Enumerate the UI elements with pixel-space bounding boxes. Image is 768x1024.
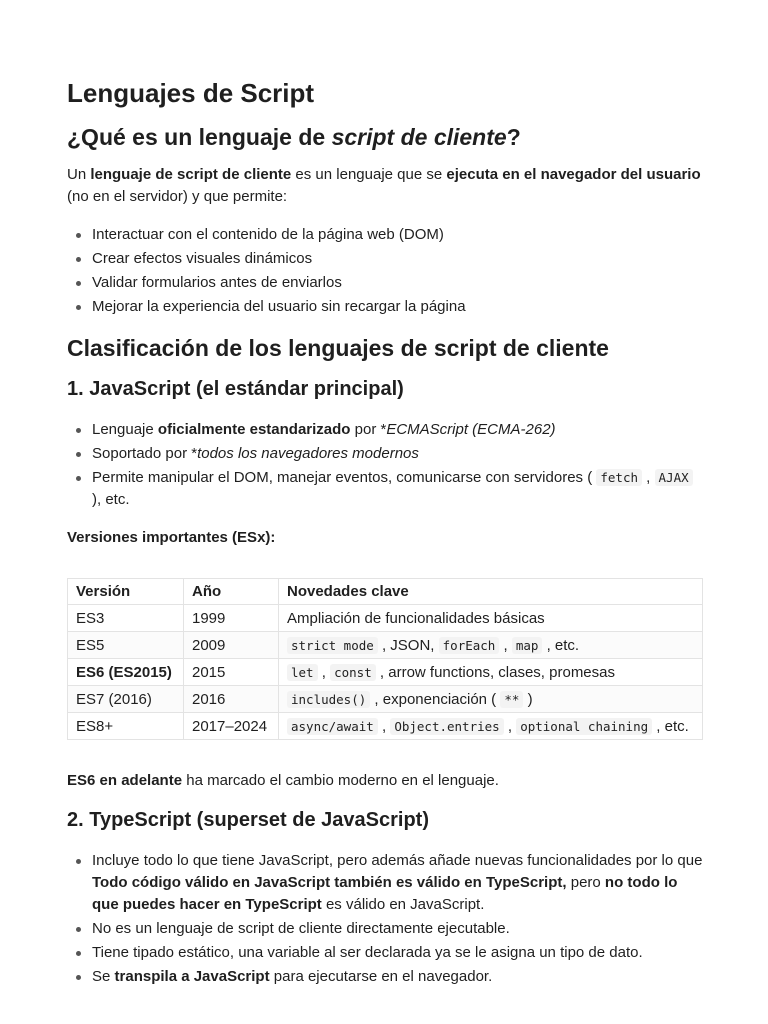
javascript-list bbox=[67, 419, 703, 511]
list-item: Crear efectos visuales dinámicos bbox=[67, 248, 703, 270]
heading-text: ¿Qué es un lenguaje de bbox=[67, 124, 332, 150]
cell-version: ES6 (ES2015) bbox=[68, 659, 184, 686]
italic-text: ECMAScript (ECMA-262) bbox=[386, 421, 556, 438]
table-row bbox=[68, 659, 703, 686]
section-heading-typescript: 2. TypeScript (superset de JavaScript) bbox=[67, 809, 429, 831]
cell-version: ES5 bbox=[68, 632, 184, 659]
bold-text: lenguaje de script de cliente bbox=[90, 166, 292, 183]
inline-code: const bbox=[330, 664, 376, 681]
text: Se bbox=[92, 968, 115, 985]
inline-code: AJAX bbox=[655, 469, 693, 486]
inline-code: forEach bbox=[439, 637, 500, 654]
section-heading-javascript: 1. JavaScript (el estándar principal) bbox=[67, 378, 404, 400]
cell-year: 2009 bbox=[184, 632, 279, 659]
text: (no en el servidor) y que permite: bbox=[67, 188, 288, 205]
text: , arrow functions, clases, promesas bbox=[375, 663, 615, 681]
text: Lenguaje bbox=[92, 421, 158, 438]
bold-text: oficialmente estandarizado bbox=[157, 421, 351, 438]
column-header-features: Novedades clave bbox=[279, 579, 703, 605]
section-heading-intro bbox=[67, 124, 521, 151]
cell-features bbox=[279, 659, 703, 686]
list-item bbox=[67, 419, 703, 441]
intro-list bbox=[67, 224, 703, 318]
cell-version: ES3 bbox=[68, 605, 184, 632]
heading-text: ? bbox=[506, 124, 521, 150]
cell-year: 2017–2024 bbox=[184, 713, 279, 740]
text: , JSON, bbox=[377, 636, 439, 654]
inline-code: fetch bbox=[596, 469, 642, 486]
heading-italic-text: script de cliente bbox=[331, 124, 507, 150]
bold-text: Todo código válido en JavaScript también es válido en TypeScript, bbox=[92, 874, 567, 891]
table-header-row bbox=[68, 579, 703, 605]
section-heading-classification: Clasificación de los lenguajes de script de cliente bbox=[67, 335, 609, 361]
text: , bbox=[499, 636, 512, 654]
text: , exponenciación ( bbox=[370, 690, 501, 708]
list-item bbox=[67, 443, 703, 465]
text: Incluye todo lo que tiene JavaScript, pero además añade nuevas funcionalidades por lo que bbox=[92, 852, 703, 869]
bold-text: transpila a JavaScript bbox=[114, 968, 270, 985]
text: es válido en JavaScript. bbox=[321, 896, 485, 913]
versions-label bbox=[67, 527, 703, 549]
table-row bbox=[68, 632, 703, 659]
inline-code: optional chaining bbox=[516, 718, 652, 735]
inline-code: map bbox=[512, 637, 543, 654]
table-row bbox=[68, 713, 703, 740]
text: , etc. bbox=[652, 717, 689, 735]
list-item: No es un lenguaje de script de cliente directamente ejecutable. bbox=[67, 918, 703, 940]
cell-version: ES7 (2016) bbox=[68, 686, 184, 713]
list-item: Interactuar con el contenido de la página web (DOM) bbox=[67, 224, 703, 246]
text: Un bbox=[67, 166, 91, 183]
es6-note bbox=[67, 770, 703, 792]
text: es un lenguaje que se bbox=[291, 166, 447, 183]
text: pero bbox=[566, 874, 605, 891]
inline-code: ** bbox=[500, 691, 523, 708]
text: , bbox=[503, 717, 517, 735]
versions-table bbox=[67, 578, 703, 740]
text: para ejecutarse en el navegador. bbox=[269, 968, 493, 985]
text: ha marcado el cambio moderno en el lenguaje. bbox=[182, 772, 499, 789]
list-item: Tiene tipado estático, una variable al ser declarada ya se le asigna un tipo de dato. bbox=[67, 942, 703, 964]
inline-code: let bbox=[287, 664, 318, 681]
text: , etc. bbox=[542, 636, 580, 654]
list-item bbox=[67, 467, 703, 511]
inline-code: Object.entries bbox=[390, 718, 503, 735]
list-item: Validar formularios antes de enviarlos bbox=[67, 272, 703, 294]
list-item bbox=[67, 966, 703, 988]
cell-features bbox=[279, 686, 703, 713]
inline-code: async/await bbox=[287, 718, 378, 735]
bold-text: ejecuta en el navegador del usuario bbox=[446, 166, 701, 183]
column-header-version: Versión bbox=[68, 579, 184, 605]
cell-features bbox=[279, 713, 703, 740]
cell-year: 1999 bbox=[184, 605, 279, 632]
bold-text: Versiones importantes (ESx): bbox=[67, 529, 276, 546]
text: por * bbox=[350, 421, 387, 438]
cell-year: 2016 bbox=[184, 686, 279, 713]
text: ), etc. bbox=[92, 491, 130, 508]
table-row bbox=[68, 686, 703, 713]
intro-paragraph bbox=[67, 164, 703, 208]
list-item: Mejorar la experiencia del usuario sin recargar la página bbox=[67, 296, 703, 318]
text: , bbox=[377, 717, 391, 735]
text: , bbox=[642, 469, 655, 486]
bold-text: ES6 en adelante bbox=[67, 772, 183, 789]
cell-features: Ampliación de funcionalidades básicas bbox=[279, 605, 703, 632]
bold-text: no todo lo que puedes hacer en TypeScript bbox=[92, 874, 678, 913]
page-title: Lenguajes de Script bbox=[67, 78, 315, 108]
column-header-year: Año bbox=[184, 579, 279, 605]
italic-text: todos los navegadores modernos bbox=[197, 445, 419, 462]
text: Permite manipular el DOM, manejar eventos, comunicarse con servidores ( bbox=[92, 469, 597, 486]
list-item bbox=[67, 850, 703, 916]
cell-version: ES8+ bbox=[68, 713, 184, 740]
text: Soportado por * bbox=[92, 445, 198, 462]
inline-code: includes() bbox=[287, 691, 370, 708]
typescript-list bbox=[67, 850, 703, 988]
cell-features bbox=[279, 632, 703, 659]
table-row bbox=[68, 605, 703, 632]
text: ) bbox=[523, 690, 533, 708]
cell-year: 2015 bbox=[184, 659, 279, 686]
inline-code: strict mode bbox=[287, 637, 378, 654]
text: , bbox=[317, 663, 331, 681]
